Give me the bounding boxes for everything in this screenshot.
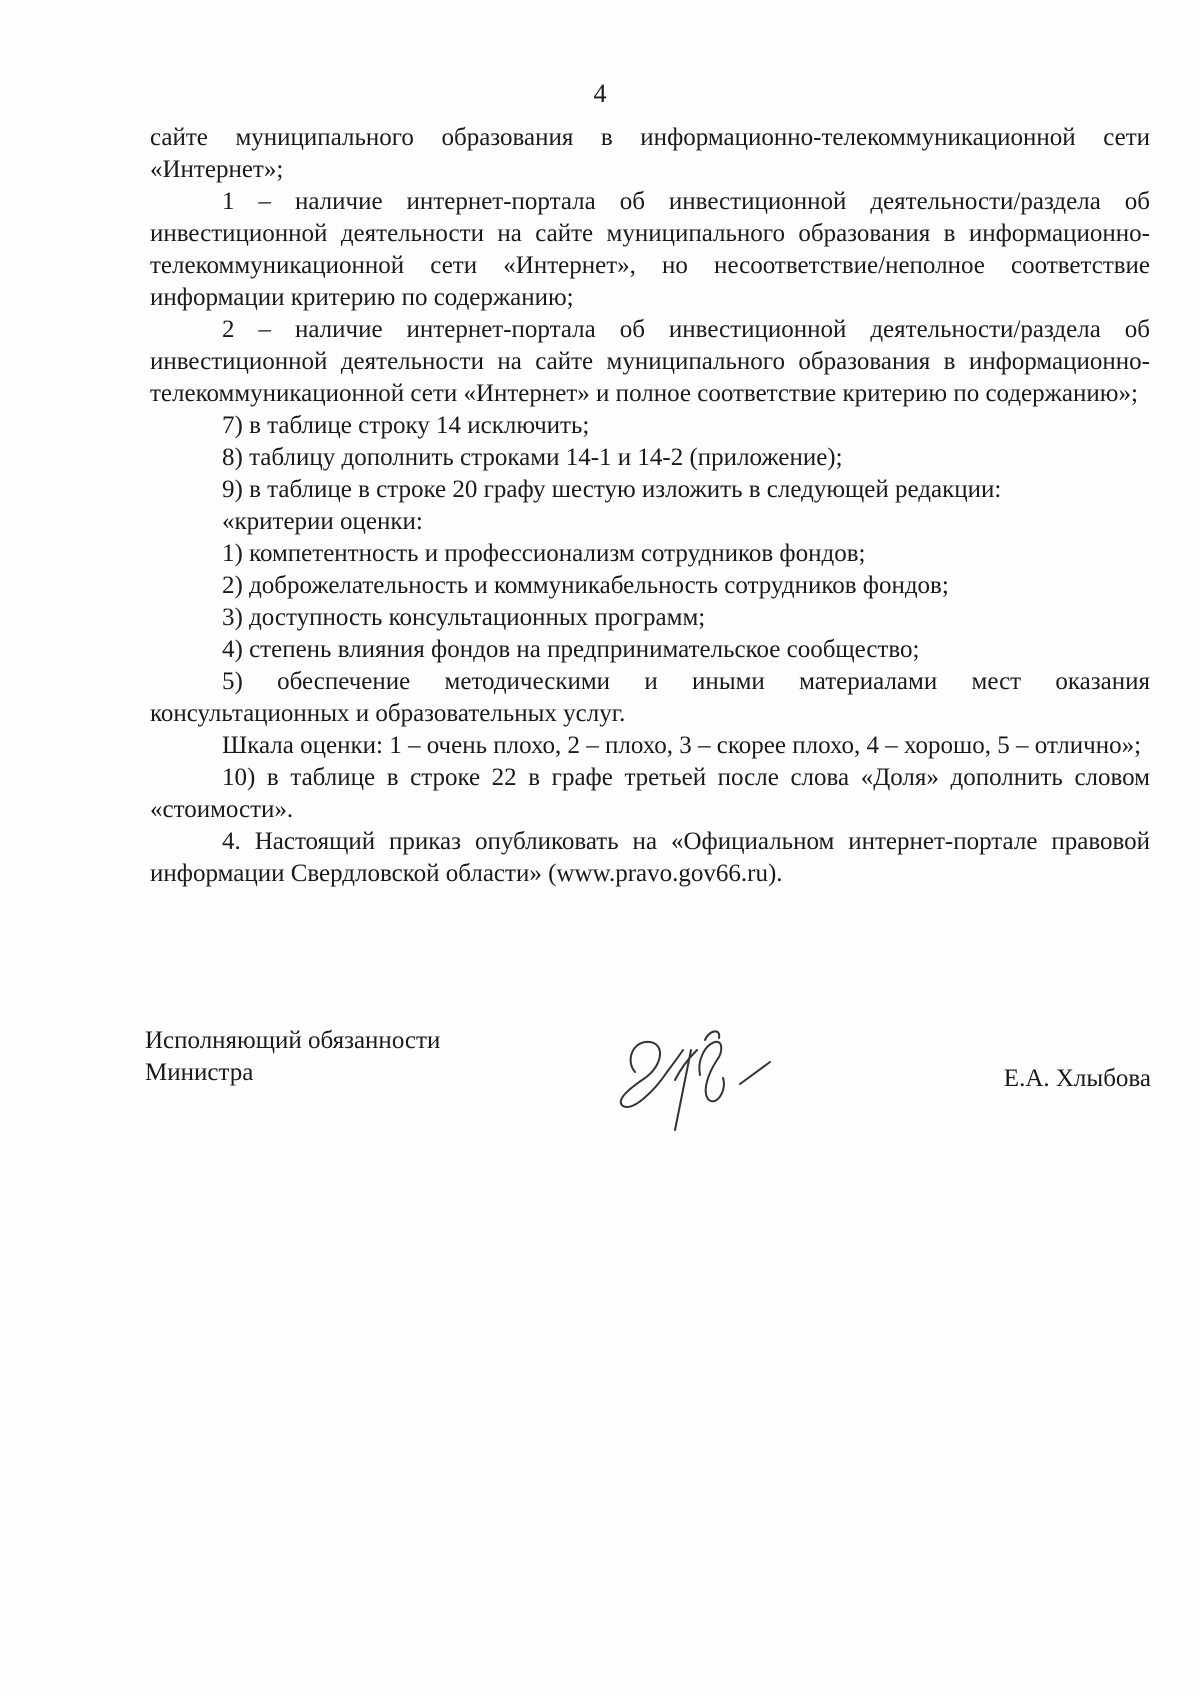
paragraph: сайте муниципального образования в информационно-телекоммуникационной сети «Интернет»; xyxy=(150,124,1150,183)
position-line-2: Министра xyxy=(145,1059,254,1086)
paragraph: 1 – наличие интернет-портала об инвестиционной деятельности/раздела об инвестиционной деятельности на сайте муниципального образования в информационно-телекоммуникационной сети «Интернет», но несоответствие/неполное соответствие информации критерию по содержанию; xyxy=(150,188,1150,311)
paragraph: 4. Настоящий приказ опубликовать на «Официальном интернет-портале правовой информации Свердловской области» (www.pravo.gov66.ru). xyxy=(150,828,1150,887)
position-line-1: Исполняющий обязанности xyxy=(145,1027,441,1054)
paragraph: 1) компетентность и профессионализм сотрудников фондов; xyxy=(222,540,866,567)
signatory-name: Е.А. Хлыбова xyxy=(1003,1065,1151,1092)
paragraph: 3) доступность консультационных программ; xyxy=(222,604,706,631)
paragraph: 10) в таблице в строке 22 в графе третьей после слова «Доля» дополнить словом «стоимости». xyxy=(150,764,1150,823)
paragraph: 4) степень влияния фондов на предпринимательское сообщество; xyxy=(222,636,920,663)
document-body xyxy=(150,122,1150,890)
paragraph: Шкала оценки: 1 – очень плохо, 2 – плохо, 3 – скорее плохо, 4 – хорошо, 5 – отлично»; xyxy=(222,732,1142,759)
paragraph: 9) в таблице в строке 20 графу шестую изложить в следующей редакции: xyxy=(222,476,1002,503)
paragraph: 2 – наличие интернет-портала об инвестиционной деятельности/раздела об инвестиционной деятельности на сайте муниципального образования в информационно-телекоммуникационной сети «Интернет» и полное соответствие критерию по содержанию»; xyxy=(150,316,1150,407)
paragraph: «критерии оценки: xyxy=(222,508,423,535)
page-number: 4 xyxy=(593,79,607,108)
paragraph: 8) таблицу дополнить строками 14-1 и 14-2 (приложение); xyxy=(222,444,843,471)
signatory-position xyxy=(145,1025,440,1089)
paragraph: 5) обеспечение методическими и иными материалами мест оказания консультационных и образовательных услуг. xyxy=(150,668,1150,727)
paragraph: 7) в таблице строку 14 исключить; xyxy=(222,412,590,439)
paragraph: 2) доброжелательность и коммуникабельность сотрудников фондов; xyxy=(222,572,949,599)
handwritten-signature xyxy=(605,1020,795,1140)
